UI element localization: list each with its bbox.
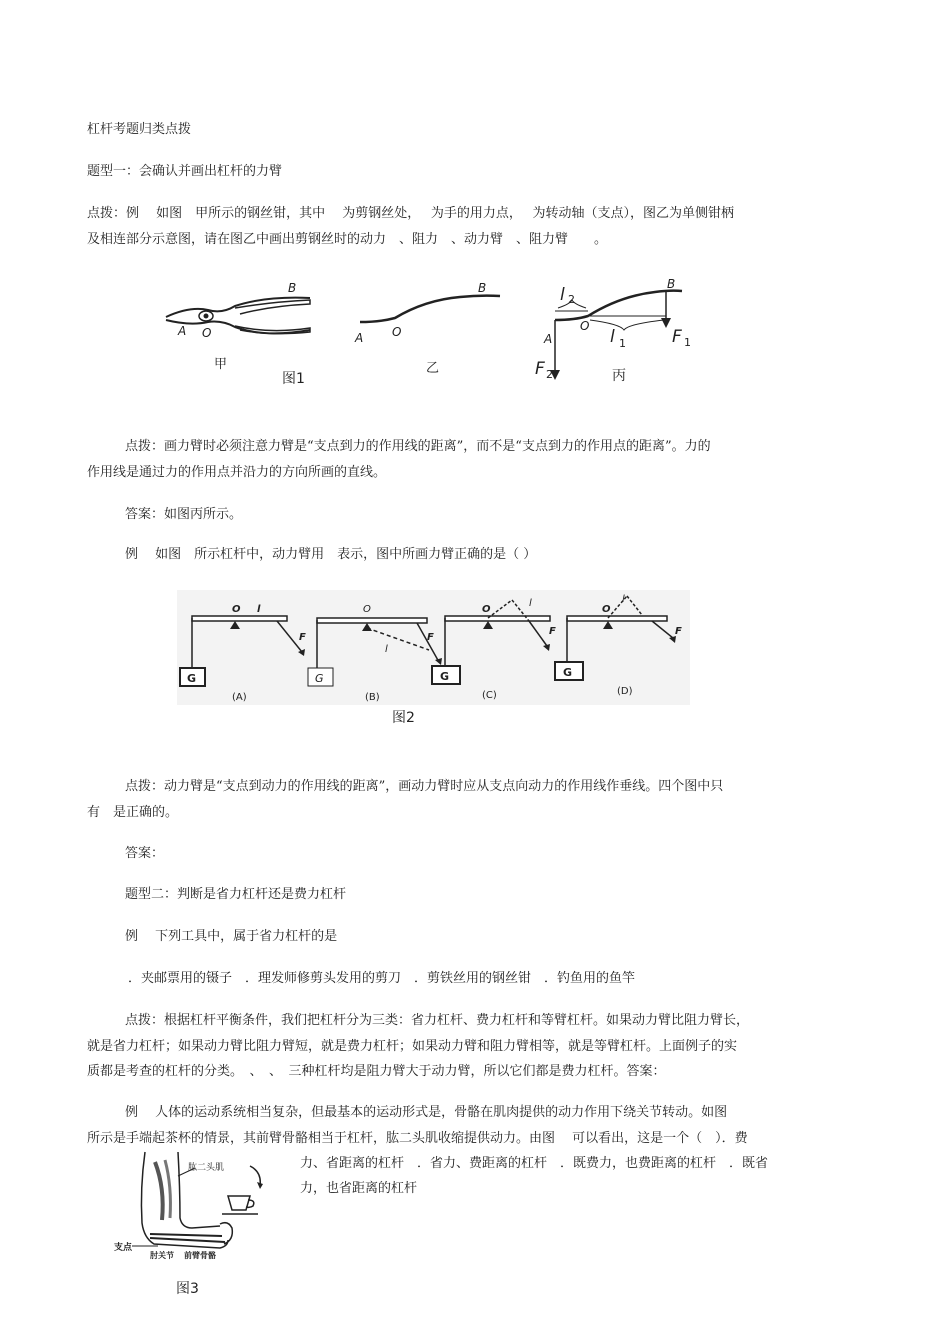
figure-2-drawing bbox=[177, 590, 690, 705]
fig1-label-l2: l bbox=[560, 285, 565, 305]
fig1-label-l1: l bbox=[610, 327, 615, 347]
fig2-label-C: (C) bbox=[482, 690, 497, 701]
fig1-bing-label-A: A bbox=[544, 332, 553, 346]
lever-C-arrow bbox=[543, 644, 550, 651]
fig2-B-O: O bbox=[363, 604, 371, 615]
figure-3 bbox=[110, 1148, 290, 1260]
fig2-C-l: l bbox=[529, 598, 532, 609]
figure-2-caption: 图2 bbox=[392, 710, 415, 726]
example-3: 例 下列工具中，属于省力杠杆的是 bbox=[125, 929, 338, 944]
example-4-line-2: 所示是手端起茶杯的情景，其前臂骨骼相当于杠杆，肱二头肌收缩提供动力。由图 可以看出，这是一个（ ）．费 bbox=[87, 1131, 748, 1146]
force-f1-arrow bbox=[661, 318, 671, 328]
tip-2-line-1: 点拨：动力臂是“支点到动力的作用线的距离”，画动力臂时应从支点向动力的作用线作垂线。四个图中只 bbox=[125, 779, 724, 794]
example-1-line-1: 点拨：例 如图 甲所示的钢丝钳，其中 为剪钢丝处， 为手的用力点， 为转动轴（支点），图乙为单侧钳柄 bbox=[87, 206, 735, 221]
fig1-label-l1-sub: 1 bbox=[619, 337, 626, 350]
fig2-C-G: G bbox=[440, 670, 450, 683]
figure-3-caption: 图3 bbox=[176, 1281, 199, 1297]
fig2-D-O: O bbox=[602, 604, 611, 615]
fig2-D-G: G bbox=[563, 666, 573, 679]
figure-1-drawing bbox=[160, 270, 720, 395]
example-3-options: ．夹邮票用的镊子 ．理发师修剪头发用的剪刀 ．剪铁丝用的钢丝钳 ．钓鱼用的鱼竿 bbox=[128, 971, 636, 986]
fig1-sub-bing: 丙 bbox=[612, 368, 626, 384]
fig1-label-A: A bbox=[178, 324, 187, 338]
lever-D bbox=[555, 596, 673, 680]
example-4-line-1: 例 人体的运动系统相当复杂，但最基本的运动形式是，骨骼在肌肉提供的动力作用下绕关节转动。如图 bbox=[125, 1105, 728, 1120]
example-4-line-4: 力，也省距离的杠杆 bbox=[300, 1181, 418, 1196]
section-1-heading: 题型一：会确认并画出杠杆的力臂 bbox=[87, 164, 283, 179]
doc-title: 杠杆考题归类点拨 bbox=[87, 122, 192, 137]
tip-1-line-2: 作用线是通过力的作用点并沿力的方向所画的直线。 bbox=[87, 465, 387, 480]
lever-B-arrow bbox=[435, 658, 442, 665]
fig1-sub-yi: 乙 bbox=[426, 361, 440, 376]
fig2-label-B: (B) bbox=[365, 692, 380, 703]
fig1-bing-label-B: B bbox=[667, 277, 676, 291]
fig3-label-biceps: 肱二头肌 bbox=[188, 1163, 225, 1173]
fig2-C-F: F bbox=[549, 626, 556, 637]
fig1-label-F1: F bbox=[672, 327, 682, 347]
fig2-D-F: F bbox=[675, 626, 682, 637]
lever-D-arrow bbox=[669, 636, 676, 643]
fig1-label-F2-sub: 2 bbox=[546, 368, 553, 381]
figure-1-caption: 图1 bbox=[282, 371, 305, 387]
tip-3-line-3: 质都是考查的杠杆的分类。 、 、 三种杠杆均是阻力臂大于动力臂，所以它们都是费力杠杆。答案： bbox=[87, 1064, 666, 1079]
fig1-label-l2-sub: 2 bbox=[568, 293, 575, 306]
answer-1: 答案：如图丙所示。 bbox=[125, 507, 243, 522]
figure-2 bbox=[177, 590, 690, 705]
fig3-label-forearm: 前臂骨骼 bbox=[184, 1251, 216, 1260]
figure-3-drawing bbox=[110, 1148, 290, 1260]
fig2-A-F: F bbox=[299, 632, 306, 643]
pliers-drawing bbox=[166, 298, 310, 334]
tip-2-line-2: 有 是正确的。 bbox=[87, 805, 179, 820]
fig2-label-A: (A) bbox=[232, 692, 247, 703]
fig1-sub-jia: 甲 bbox=[214, 357, 228, 372]
lever-A bbox=[180, 616, 302, 686]
handle-line-yi bbox=[360, 296, 500, 322]
fig1-label-B: B bbox=[288, 281, 297, 295]
fig2-label-D: (D) bbox=[617, 686, 633, 697]
brace-l1 bbox=[590, 320, 664, 330]
fig1-yi-label-A: A bbox=[355, 331, 364, 345]
section-2-heading: 题型二：判断是省力杠杆还是费力杠杆 bbox=[125, 887, 347, 902]
example-4-line-3: 力、省距离的杠杆 ．省力、费距离的杠杆 ．既费力，也费距离的杠杆 ．既省 bbox=[300, 1156, 769, 1171]
example-2: 例 如图 所示杠杆中，动力臂用 表示，图中所画力臂正确的是（ ） bbox=[125, 547, 537, 562]
figure-1 bbox=[160, 270, 720, 395]
fig2-A-l: l bbox=[257, 604, 261, 615]
fig1-label-O: O bbox=[202, 326, 212, 340]
fig1-bing-label-O: O bbox=[580, 319, 590, 333]
lever-A-arrow bbox=[298, 649, 305, 656]
answer-2: 答案： bbox=[125, 846, 165, 861]
fig1-label-F2: F bbox=[535, 359, 545, 379]
tip-3-line-2: 就是省力杠杆；如果动力臂比阻力臂短，就是费力杠杆；如果动力臂和阻力臂相等，就是等臂杠杆。上面例子的实 bbox=[87, 1039, 738, 1054]
fig2-A-O: O bbox=[232, 604, 241, 615]
lever-B bbox=[308, 618, 439, 686]
fig3-label-fulcrum: 支点 bbox=[114, 1243, 133, 1253]
fig2-A-G: G bbox=[187, 672, 197, 685]
fig2-B-G: G bbox=[315, 672, 324, 685]
fig1-yi-label-O: O bbox=[392, 325, 402, 339]
fig2-C-O: O bbox=[482, 604, 491, 615]
fig2-B-F: F bbox=[427, 632, 434, 643]
fig1-yi-label-B: B bbox=[478, 281, 487, 295]
lever-C bbox=[432, 600, 550, 684]
tip-1-line-1: 点拨：画力臂时必须注意力臂是“支点到力的作用线的距离”，而不是“支点到力的作用点的距离”。力的 bbox=[125, 439, 711, 454]
fig2-D-l: l bbox=[622, 594, 625, 605]
fig3-label-elbow: 肘关节 bbox=[150, 1251, 174, 1260]
fig2-B-l: l bbox=[385, 644, 388, 655]
tip-3-line-1: 点拨：根据杠杆平衡条件，我们把杠杆分为三类：省力杠杆、费力杠杆和等臂杠杆。如果动力臂比阻力臂长， bbox=[125, 1013, 750, 1028]
fig1-label-F1-sub: 1 bbox=[684, 336, 691, 349]
example-1-line-2: 及相连部分示意图，请在图乙中画出剪钢丝时的动力 、阻力 、动力臂 、阻力臂 。 bbox=[87, 232, 608, 247]
